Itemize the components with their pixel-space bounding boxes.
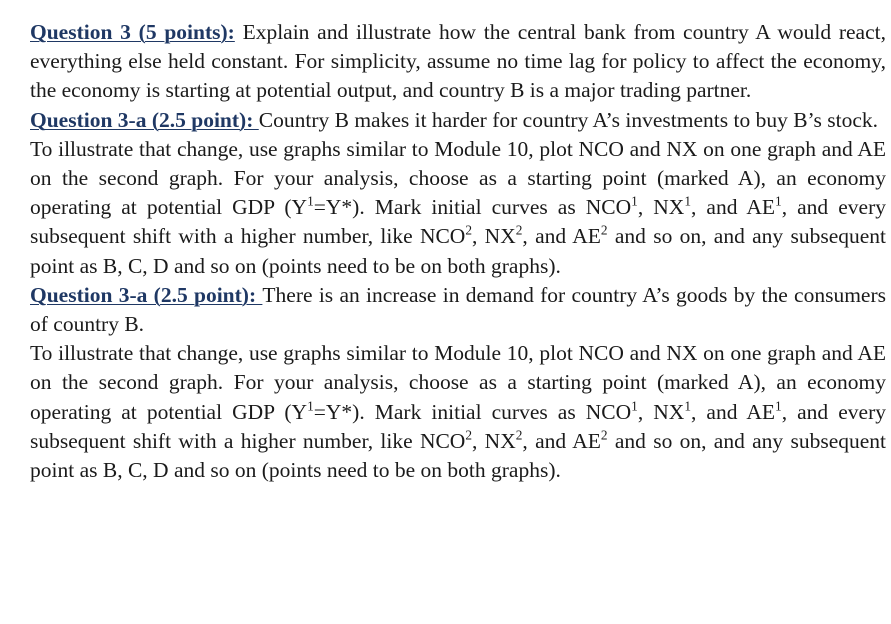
- question-3a-first-text: Country B makes it harder for country A’s investments to buy B’s stock.: [258, 107, 879, 132]
- instructions-paragraph-1: To illustrate that change, use graphs similar to Module 10, plot NCO and NX on one graph and AE on the second graph. For your analysis, choose as a starting point (marked A), an economy operating at potential GDP $(Y^1=Y*)$. Mark initial curves as NCO$^1$, $NX^1$, and $AE^1$, and every subsequent shift with a higher number, like NCO$^2$, $NX^2$, and $AE^2$ and so on, and any subsequent point as B, C, D and so on (points need to be on both graphs).: [30, 136, 886, 278]
- question-3-heading: Question 3 (5 points):: [30, 20, 235, 44]
- question-3a-first-paragraph: [30, 106, 886, 135]
- question-3a-second-text: There is an increase in demand for country A’s goods by the consumers of country B.: [30, 282, 886, 337]
- question-3a-second-heading: Question 3-a (2.5 point):: [30, 282, 263, 307]
- question-3a-first-heading: Question 3-a (2.5 point):: [30, 107, 259, 132]
- question-3-text: Explain and illustrate how the central bank from country A would react, everything else held constant. For simplicity, assume no time lag for policy to affect the economy, the economy is starting at potential output, and country B is a major trading partner.: [30, 20, 886, 103]
- instructions-paragraph-2: To illustrate that change, use graphs similar to Module 10, plot NCO and NX on one graph and AE on the second graph. For your analysis, choose as a starting point (marked A), an economy operating at potential GDP $(Y^1=Y*)$. Mark initial curves as NCO$^1$, $NX^1$, and $AE^1$, and every subsequent shift with a higher number, like NCO$^2$, $NX^2$, and $AE^2$ and so on, and any subsequent point as B, C, D and so on (points need to be on both graphs).: [30, 341, 886, 483]
- question-3-paragraph: [30, 18, 886, 106]
- document-body: [30, 18, 886, 485]
- question-3a-second-paragraph: [30, 281, 886, 339]
